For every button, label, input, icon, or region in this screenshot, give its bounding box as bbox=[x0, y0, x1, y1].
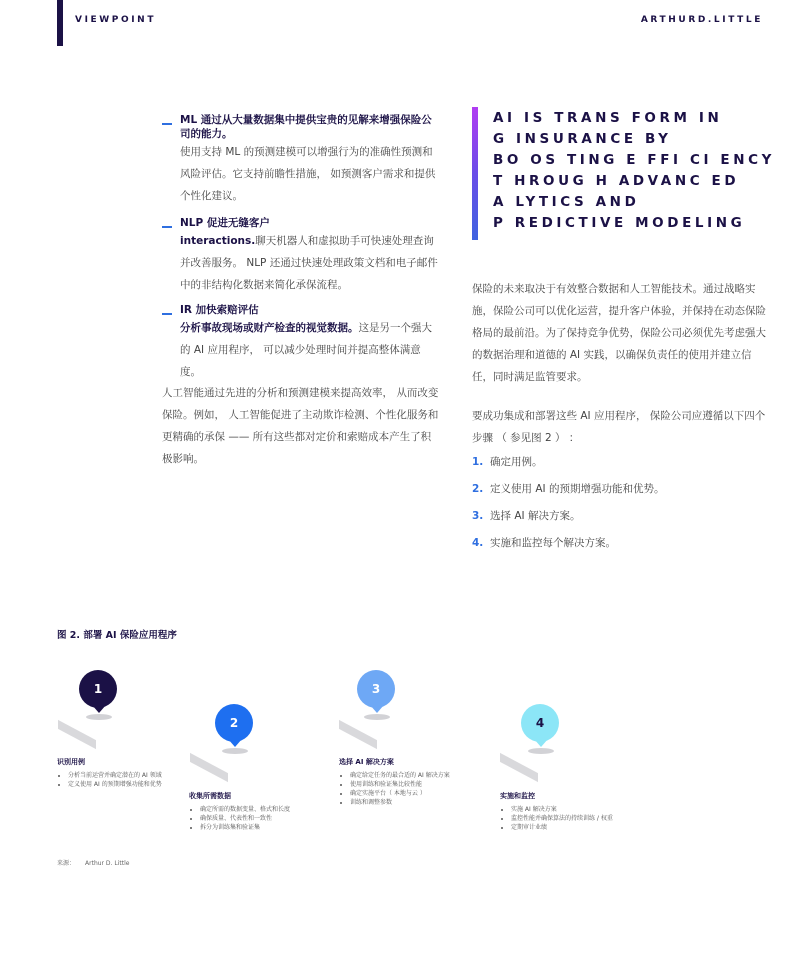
pin-shadow bbox=[86, 714, 112, 720]
stage-bullet: • 实施 AI 解决方案 bbox=[511, 806, 620, 814]
stage-4-content bbox=[500, 791, 620, 833]
step-number: 1. bbox=[472, 456, 484, 468]
step-item bbox=[472, 506, 772, 533]
step-item bbox=[472, 452, 772, 479]
steps-list bbox=[472, 452, 772, 560]
stage-bullets bbox=[339, 772, 459, 807]
bullet-ml bbox=[162, 113, 440, 207]
pin-tip bbox=[370, 705, 384, 713]
bullet-subheading: interactions. bbox=[180, 235, 256, 247]
stage-2-content bbox=[189, 791, 314, 833]
bullet-text: 这是另一个强大的 AI 应用程序， 可以减少处理时间并提高整体满意度。 bbox=[180, 322, 432, 378]
step-text: 选择 AI 解决方案。 bbox=[490, 510, 581, 522]
bullet-heading: ML 通过从大量数据集中提供宝贵的见解来增强保险公司的能力。 bbox=[180, 114, 432, 140]
pin-shadow bbox=[222, 748, 248, 754]
stage-bullets bbox=[189, 806, 314, 832]
stage-number-badge: 1 bbox=[79, 670, 117, 708]
stage-title: 收集所需数据 bbox=[189, 792, 231, 800]
bullet-nlp bbox=[162, 216, 440, 296]
left-paragraph: 人工智能通过先进的分析和预测建模来提高效率， 从而改变保险。例如， 人工智能促进了主动欺诈检测、个性化服务和更精确的承保 —— 所有这些都对定价和索赔成本产生了积极影响。 bbox=[162, 387, 439, 465]
step-text: 实施和监控每个解决方案。 bbox=[490, 537, 616, 549]
stage-title: 实施和监控 bbox=[500, 792, 535, 800]
step-item bbox=[472, 533, 772, 560]
stage-bullet: • 定义使用 AI 的预期增强功能和优势 bbox=[68, 781, 167, 789]
bullet-heading: IR 加快索赔评估 bbox=[180, 304, 259, 316]
stage-bullet: • 定期审计业绩 bbox=[511, 824, 620, 832]
stage-number-badge: 3 bbox=[357, 670, 395, 708]
stage-bullet: • 使用训练和验证集比较性能 bbox=[350, 781, 459, 789]
figure-title: 图 2. 部署 AI 保险应用程序 bbox=[57, 630, 177, 641]
stage-number-badge: 2 bbox=[215, 704, 253, 742]
stage-title: 识别用例 bbox=[57, 758, 85, 766]
pull-quote bbox=[493, 108, 775, 234]
stage-bullet: • 分析当前运营并确定潜在的 AI 领域 bbox=[68, 772, 167, 780]
stage-bullets bbox=[57, 772, 167, 789]
pin-tip bbox=[534, 739, 548, 747]
step-number: 4. bbox=[472, 537, 484, 549]
stage-bullet: • 训练和调整参数 bbox=[350, 799, 459, 807]
bullet-ir bbox=[162, 303, 440, 383]
stage-4-step-block bbox=[500, 753, 538, 782]
step-number: 3. bbox=[472, 510, 484, 522]
source-value: Arthur D. Little bbox=[85, 860, 130, 867]
bullet-heading: NLP 促进无缝客户 bbox=[180, 217, 270, 229]
stage-title: 选择 AI 解决方案 bbox=[339, 758, 394, 766]
source-note bbox=[57, 858, 129, 867]
header-accent-bar bbox=[57, 0, 63, 46]
pin-shadow bbox=[364, 714, 390, 720]
right-paragraph-2: 要成功集成和部署这些 AI 应用程序， 保险公司应遵循以下四个步骤 （ 参见图 2 ） ： bbox=[472, 410, 766, 444]
stage-bullet: • 拆分为训练集和验证集 bbox=[200, 824, 314, 832]
stage-bullet: • 确定所需的数据变量、格式和长度 bbox=[200, 806, 314, 814]
quote-line: AI IS TRANS FORM IN bbox=[493, 110, 723, 126]
step-item bbox=[472, 479, 772, 506]
stage-3-marker bbox=[357, 670, 397, 720]
stage-bullet: • 确定实施平台（ 本地与云 ） bbox=[350, 790, 459, 798]
stage-bullet: • 确保质量、代表性和一致性 bbox=[200, 815, 314, 823]
stage-bullet: • 监控性能并确保算法的持续训练 / 权重 bbox=[511, 815, 620, 823]
step-number: 2. bbox=[472, 483, 484, 495]
bullet-subheading: 分析事故现场或财产检查的视觉数据。 bbox=[180, 322, 359, 334]
quote-line: P REDICTIVE MODELING bbox=[493, 215, 746, 231]
stage-number-badge: 4 bbox=[521, 704, 559, 742]
bullet-text: 使用支持 ML 的预测建模可以增强行为的准确性预测和风险评估。它支持前瞻性措施， 如预测客户需求和提供个性化建议。 bbox=[180, 146, 436, 202]
bullet-dash bbox=[162, 226, 172, 228]
stage-2-step-block bbox=[190, 753, 228, 782]
stage-bullets bbox=[500, 806, 620, 832]
pin-shadow bbox=[528, 748, 554, 754]
quote-accent-bar bbox=[472, 107, 478, 240]
quote-line: G INSURANCE BY bbox=[493, 131, 672, 147]
stage-3-step-block bbox=[339, 720, 377, 749]
stage-4-marker bbox=[521, 704, 561, 754]
step-text: 定义使用 AI 的预期增强功能和优势。 bbox=[490, 483, 665, 495]
right-paragraph-1: 保险的未来取决于有效整合数据和人工智能技术。通过战略实施，保险公司可以优化运营，提升客户体验，并保持在动态保险格局的最前沿。为了保持竞争优势，保险公司必须优先考虑强大的数据治理和道德的 AI 实践，以确保负责任的使用并建立信任，同时满足监管要求。 bbox=[472, 283, 766, 383]
stage-2-marker bbox=[215, 704, 255, 754]
quote-line: BO OS TING E FFI CI ENCY bbox=[493, 152, 775, 168]
stage-1-step-block bbox=[58, 720, 96, 749]
stage-3-content bbox=[339, 757, 459, 808]
stage-1-marker bbox=[79, 670, 119, 720]
pin-tip bbox=[228, 739, 242, 747]
stage-bullet: • 确定给定任务的最合适的 AI 解决方案 bbox=[350, 772, 459, 780]
source-label: 来源： bbox=[57, 860, 76, 867]
header-section-label: VIEWPOINT bbox=[75, 15, 157, 25]
bullet-dash bbox=[162, 313, 172, 315]
bullet-dash bbox=[162, 123, 172, 125]
header-brand: ARTHURD.LITTLE bbox=[640, 15, 763, 25]
pin-tip bbox=[92, 705, 106, 713]
quote-line: A LYTICS AND bbox=[493, 194, 640, 210]
quote-line: T HROUG H ADVANC ED bbox=[493, 173, 740, 189]
bullet-text: 聊天机器人和虚拟助手可快速处理查询并改善服务。 NLP 还通过快速处理政策文档和电子邮件中的非结构化数据来简化承保流程。 bbox=[180, 235, 438, 291]
stage-1-content bbox=[57, 757, 167, 790]
step-text: 确定用例。 bbox=[490, 456, 543, 468]
